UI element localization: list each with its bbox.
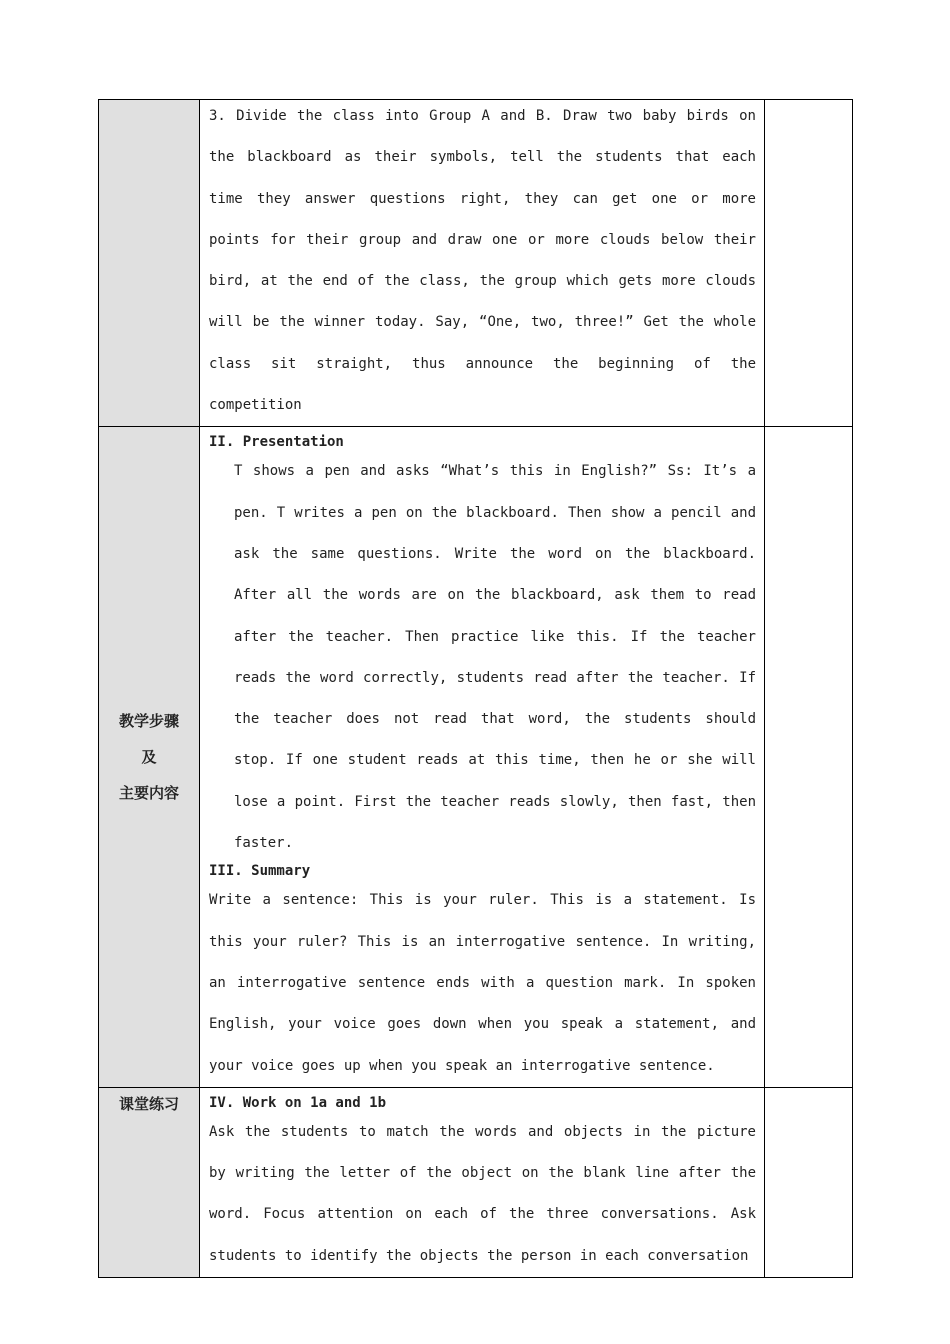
content-cell [200,427,765,1087]
work-text: Ask the students to match the words and objects in the picture by writing the letter of the object on the blank line after the word. Focus attention on each of the three conversations. Ask students to identify the objects the person in each conversation [209,1123,756,1264]
table-row [99,427,853,1087]
notes-cell [765,1087,853,1277]
label-line-2: 及 [141,748,157,767]
lesson-plan-table [98,99,853,1278]
content-cell [200,1087,765,1277]
work-heading: IV. Work on 1a and 1b [209,1094,387,1111]
row-label-cell [99,1087,200,1277]
presentation-heading: II. Presentation [209,434,344,451]
table-row [99,1087,853,1277]
summary-heading: III. Summary [209,863,311,880]
summary-text: Write a sentence: This is your ruler. This is a statement. Is this your ruler? This is an interrogative sentence. In writing, an interrogative sentence ends with a question mark. In spoken English, your voice goes down when you speak a statement, and your voice goes up when you speak an interrogative sentence. [209,892,756,1074]
notes-cell [765,100,853,427]
label-line-3: 主要内容 [118,784,179,803]
content-cell [200,100,765,427]
notes-cell [765,427,853,1087]
row-label-cell [99,100,200,427]
presentation-text: T shows a pen and asks “What’s this in English?” Ss: It’s a pen. T writes a pen on the blackboard. Then show a pencil and ask the same questions. Write the word on the blackboard. After all the words are on the blackboard, ask them to read after the teacher. Then practice like this. If the teacher reads the word correctly, students read after the teacher. If the teacher does not read that word, the students should stop. If one student reads at this time, then he or she will lose a point. First the teacher reads slowly, then fast, then faster. [234,463,756,852]
row-label-cell [99,427,200,1087]
label-text: 课堂练习 [118,1094,179,1113]
label-line-1: 教学步骤 [118,712,179,731]
table-row [99,100,853,427]
step-3-paragraph: 3. Divide the class into Group A and B. Draw two baby birds on the blackboard as their symbols, tell the students that each time they answer questions right, they can get one or more points for their group and draw one or more clouds below their bird, at the end of the class, the group which gets more clouds will be the winner today. Say, “One, two, three!” Get the whole class sit straight, thus announce the beginning of the competition [209,108,756,414]
